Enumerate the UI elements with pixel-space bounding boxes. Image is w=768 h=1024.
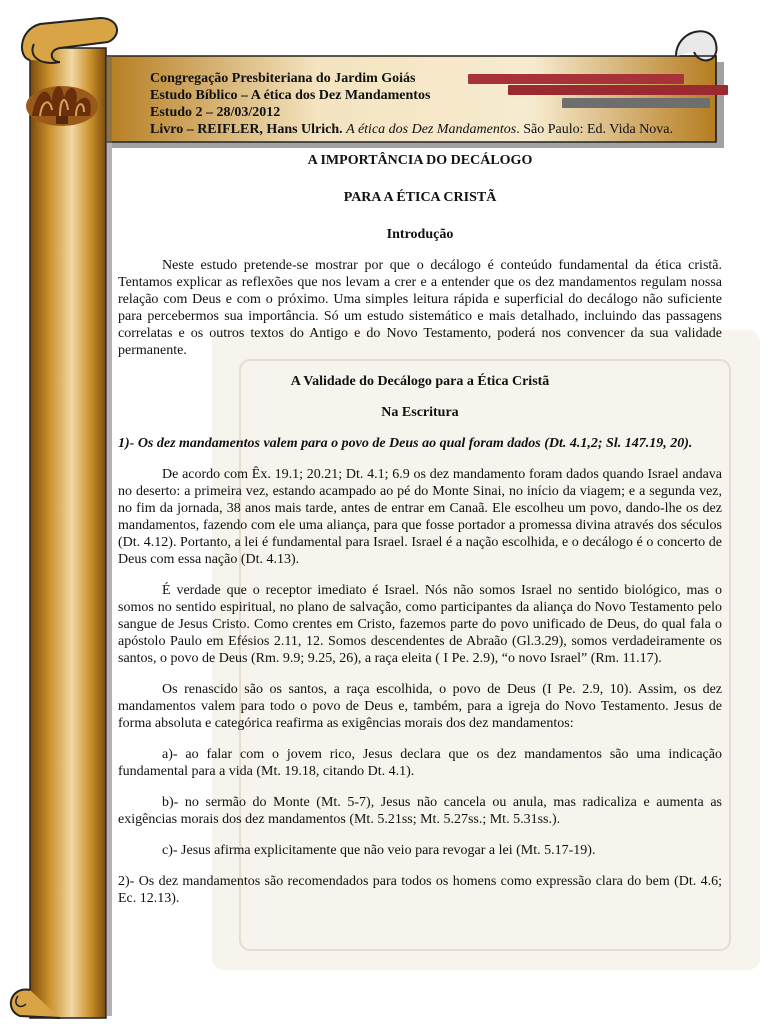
burning-bush-logo: [22, 72, 102, 128]
section-heading: A Validade do Decálogo para a Ética Cristã: [290, 374, 550, 389]
point-2: 2)- Os dez mandamentos são recomendados para todos os homens como expressão clara do bem (Dt. 4.6; Ec. 12.13).: [118, 874, 722, 906]
page-title: A IMPORTÂNCIA DO DECÁLOGO: [307, 153, 533, 168]
study-title: Estudo Bíblico – A ética dos Dez Mandamentos: [150, 88, 431, 103]
document-header: [150, 70, 710, 138]
list-item-b: b)- no sermão do Monte (Mt. 5-7), Jesus não cancela ou anula, mas radicaliza e aumenta as exigências morais dos dez mandamentos (Mt. 5.21ss; Mt. 5.27ss.; Mt. 5.31ss.).: [118, 795, 722, 827]
congregation-name: Congregação Presbiteriana do Jardim Goiás: [150, 71, 416, 86]
book-title: A ética dos Dez Mandamentos: [346, 122, 517, 137]
book-author: Livro – REIFLER, Hans Ulrich.: [150, 122, 343, 137]
paragraph: Os renascido são os santos, a raça escolhida, o povo de Deus (I Pe. 2.9, 10). Assim, os dez mandamentos valem para todo o povo de Deus e, também, para a igreja do Novo Testamento. Jesus de forma absoluta e categórica reafirma as exigências morais dos dez mandamentos:: [118, 682, 722, 731]
document-body: [118, 152, 722, 921]
page-subtitle: PARA A ÉTICA CRISTÃ: [343, 190, 497, 205]
book-reference: [150, 121, 710, 138]
list-item-c: c)- Jesus afirma explicitamente que não veio para revogar a lei (Mt. 5.17-19).: [162, 843, 596, 858]
sub-heading: Na Escritura: [381, 405, 459, 420]
list-item-a: a)- ao falar com o jovem rico, Jesus declara que os dez mandamentos são uma indicação fundamental para a vida (Mt. 19.18, citando Dt. 4.1).: [118, 747, 722, 779]
intro-paragraph: Neste estudo pretende-se mostrar por que o decálogo é conteúdo fundamental da ética cristã. Tentamos explicar as reflexões que nos levam a crer e a entender que os dez mandamentos regulam nossa relação com Deus e com o próximo. Uma simples leitura rápida e superficial do decálogo não suficiente para percebermos sua importância. Só um estudo sistemático e mais detalhado, incluindo das passagens correlatas e os outros textos do Antigo e do Novo Testamento, poderá nos convencer da sua validade permanente.: [118, 258, 722, 358]
point-1: 1)- Os dez mandamentos valem para o povo de Deus ao qual foram dados (Dt. 4.1,2; Sl. 147.19, 20).: [118, 436, 693, 451]
paragraph: De acordo com Êx. 19.1; 20.21; Dt. 4.1; 6.9 os dez mandamento foram dados quando Israel andava no deserto: a primeira vez, estando acampado ao pé do Monte Sinai, no início da viagem; e a segunda vez, no fim da jornada, 38 anos mais tarde, antes de entrar em Canaã. Ele escolheu um povo, dando-lhe os dez mandamentos, fazendo com ele uma aliança, para que fosse portador a promessa divina através dos séculos (Dt. 4.12). Portanto, a lei é fundamental para Israel. Israel é a nação escolhida, e o decálogo é o concerto de Deus com essa nação (Dt. 4.13).: [118, 467, 722, 567]
paragraph: É verdade que o receptor imediato é Israel. Nós não somos Israel no sentido biológico, mas o somos no sentido espiritual, no plano de salvação, como participantes da aliança do Novo Testamento pelo sangue de Jesus Cristo. Como crentes em Cristo, fazemos parte do povo unificado de Deus, do qual fala o apóstolo Paulo em Efésios 2.11, 12. Somos descendentes de Abraão (Gl.3.29), somos verdadeiramente os santos, o povo de Deus (Rm. 9.9; 9.25, 26), a raça eleita ( I Pe. 2.9), “o novo Israel” (Rm. 11.17).: [118, 583, 722, 666]
study-date: Estudo 2 – 28/03/2012: [150, 105, 281, 120]
intro-heading: Introdução: [386, 227, 454, 242]
book-publisher: . São Paulo: Ed. Vida Nova.: [516, 122, 673, 137]
